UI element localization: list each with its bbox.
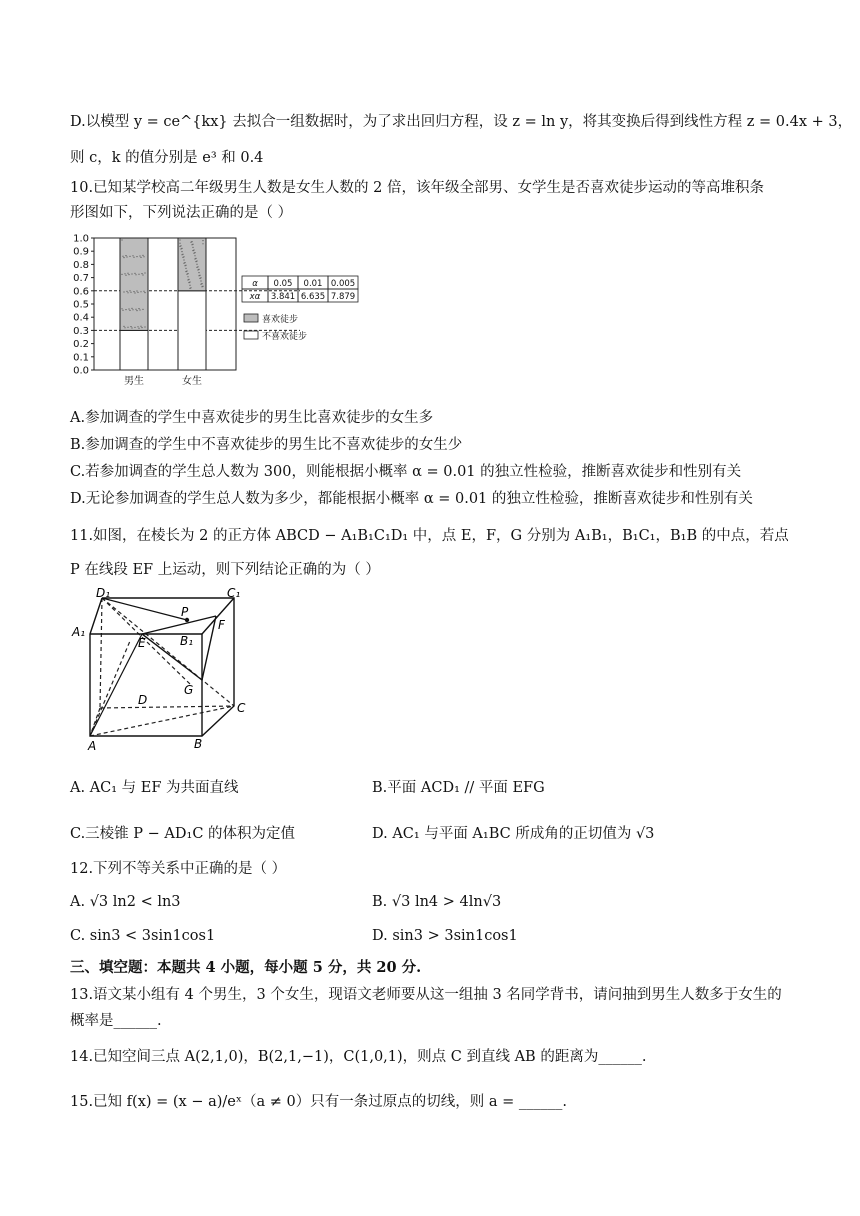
q12-stem: 12.下列不等关系中正确的是（ ） xyxy=(70,861,287,877)
table-cell-text: 0.01 xyxy=(303,279,323,289)
label-a: A xyxy=(88,739,97,751)
y-tick-label: 0.4 xyxy=(73,312,89,324)
table-cell-text: xα xyxy=(249,292,261,302)
category-label: 男生 xyxy=(124,376,144,387)
bar-texture-dot xyxy=(179,239,180,240)
bar-texture-dot xyxy=(132,309,133,310)
bar-texture-dot xyxy=(198,272,199,273)
q11-option-d: D. AC₁ 与平面 A₁BC 所成角的正切值为 √3 xyxy=(372,826,655,842)
bar-texture-dot xyxy=(186,270,187,271)
bar-texture-dot xyxy=(197,269,198,270)
table-cell-text: 0.05 xyxy=(273,279,293,289)
bar-texture-dot xyxy=(185,271,186,272)
bar-texture-dot xyxy=(198,269,199,270)
q13-line1: 13.语文某小组有 4 个男生，3 个女生，现语文老师要从这一组抽 3 名同学背书，请问抽到男生人数多于女生的 xyxy=(70,987,782,1003)
bar-texture-dot xyxy=(180,245,181,246)
chart-y-ticks xyxy=(73,234,94,377)
bar-texture-dot xyxy=(188,282,189,283)
bar-texture-dot xyxy=(187,279,188,280)
bar-segment xyxy=(178,291,206,370)
bar-texture-dot xyxy=(181,248,182,249)
bar-texture-dot xyxy=(123,257,124,258)
y-tick-label: 0.5 xyxy=(73,299,89,311)
bar-texture-dot xyxy=(140,326,141,327)
bar-texture-dot xyxy=(142,274,143,275)
table-cell-text: α xyxy=(252,279,258,289)
bar-texture-dot xyxy=(201,283,202,284)
y-tick-label: 1.0 xyxy=(73,233,89,245)
q10-stacked-bar-chart xyxy=(60,228,380,393)
bar-texture-dot xyxy=(132,255,133,256)
y-tick-label: 0.7 xyxy=(73,273,89,285)
q15-line: 15.已知 f(x) = (x − a)/eˣ（a ≠ 0）只有一条过原点的切线，则 a = ______. xyxy=(70,1094,567,1110)
bar-texture-dot xyxy=(129,290,130,291)
bar-texture-dot xyxy=(131,273,132,274)
bar-texture-dot xyxy=(130,326,131,327)
legend-label: 不喜欢徒步 xyxy=(262,332,308,342)
bar-texture-dot xyxy=(195,261,196,262)
bar-texture-dot xyxy=(127,292,128,293)
bar-texture-dot xyxy=(190,287,191,288)
bar-texture-dot xyxy=(143,256,144,257)
bar-texture-dot xyxy=(179,246,180,247)
bar-texture-dot xyxy=(189,288,190,289)
bar-texture-dot xyxy=(191,241,192,242)
label-b: B xyxy=(194,737,203,751)
bar-texture-dot xyxy=(127,273,128,274)
bar-texture-dot xyxy=(202,286,203,287)
bar-texture-dot xyxy=(192,244,193,245)
y-tick-label: 0.3 xyxy=(73,325,89,337)
bar-texture-dot xyxy=(134,327,135,328)
bar-texture-dot xyxy=(185,265,186,266)
bar-texture-dot xyxy=(125,275,126,276)
bar-texture-dot xyxy=(122,256,123,257)
bar-texture-dot xyxy=(192,247,193,248)
bar-texture-dot xyxy=(200,280,201,281)
bar-texture-dot xyxy=(139,255,140,256)
bar-texture-dot xyxy=(121,239,122,240)
chart-critical-value-table xyxy=(242,276,358,302)
bar-texture-dot xyxy=(125,255,126,256)
table-cell-text: 6.635 xyxy=(300,292,326,302)
label-c: C xyxy=(237,701,246,715)
bar-texture-dot xyxy=(192,250,193,251)
bar-texture-dot xyxy=(184,262,185,263)
bar-texture-dot xyxy=(141,273,142,274)
bar-texture-dot xyxy=(137,292,138,293)
bar-texture-dot xyxy=(199,275,200,276)
bar-texture-dot xyxy=(187,276,188,277)
bar-texture-dot xyxy=(201,286,202,287)
y-tick-label: 0.1 xyxy=(73,352,89,364)
bar-texture-dot xyxy=(190,242,191,243)
bar-texture-dot xyxy=(191,244,192,245)
q9-option-d-line2: 则 c，k 的值分别是 e³ 和 0.4 xyxy=(70,150,264,166)
bar-texture-dot xyxy=(144,326,145,327)
legend-label: 喜欢徒步 xyxy=(262,315,299,325)
bar-texture-dot xyxy=(188,279,189,280)
bar-texture-dot xyxy=(196,264,197,265)
bar-texture-dot xyxy=(126,256,127,257)
bar-texture-dot xyxy=(187,273,188,274)
bar-texture-dot xyxy=(181,254,182,255)
y-tick-label: 0.9 xyxy=(73,246,89,258)
bar-texture-dot xyxy=(200,277,201,278)
q11-cube-figure xyxy=(62,586,262,751)
bar-texture-dot xyxy=(193,253,194,254)
bar-texture-dot xyxy=(127,327,128,328)
bar-texture-dot xyxy=(133,291,134,292)
q11-stem-line1: 11.如图，在棱长为 2 的正方体 ABCD − A₁B₁C₁D₁ 中，点 E，F，G 分别为 A₁B₁，B₁C₁，B₁B 的中点，若点 xyxy=(70,528,789,544)
q12-option-c: C. sin3 < 3sin1cos1 xyxy=(70,928,216,944)
bar-texture-dot xyxy=(189,285,190,286)
legend-swatch xyxy=(244,314,258,322)
bar-texture-dot xyxy=(186,274,187,275)
label-c1: C₁ xyxy=(227,586,241,600)
q12-option-b: B. √3 ln4 > 4ln√3 xyxy=(372,894,502,910)
bar-texture-dot xyxy=(138,274,139,275)
bar-texture-dot xyxy=(179,243,180,244)
q12-option-d: D. sin3 > 3sin1cos1 xyxy=(372,928,518,944)
section-3-heading: 三、填空题：本题共 4 小题，每小题 5 分，共 20 分. xyxy=(70,959,422,976)
legend-swatch xyxy=(244,331,258,339)
q10-option-d: D.无论参加调查的学生总人数为多少，都能根据小概率 α = 0.01 的独立性检验，推断喜欢徒步和性别有关 xyxy=(70,491,753,507)
label-b1: B₁ xyxy=(180,634,194,648)
table-cell-text: 7.879 xyxy=(330,292,356,302)
q10-option-b: B.参加调查的学生中不喜欢徒步的男生比不喜欢徒步的女生少 xyxy=(70,437,463,453)
q10-option-c: C.若参加调查的学生总人数为 300，则能根据小概率 α = 0.01 的独立性检验，推断喜欢徒步和性别有关 xyxy=(70,464,742,480)
label-d1: D₁ xyxy=(96,586,111,600)
bar-texture-dot xyxy=(121,308,122,309)
bar-texture-dot xyxy=(136,256,137,257)
bar-texture-dot xyxy=(126,291,127,292)
q9-option-d-line1: D.以模型 y = ce^{kx} 去拟合一组数据时，为了求出回归方程，设 z = ln y，将其变换后得到线性方程 z = 0.4x + 3， xyxy=(70,114,853,130)
bar-texture-dot xyxy=(144,272,145,273)
bar-texture-dot xyxy=(143,291,144,292)
label-a1: A₁ xyxy=(72,625,86,639)
bar-texture-dot xyxy=(189,281,190,282)
label-e: E xyxy=(138,636,146,650)
bar-texture-dot xyxy=(194,255,195,256)
q14-line: 14.已知空间三点 A(2,1,0)，B(2,1,−1)，C(1,0,1)，则点 C 到直线 AB 的距离为______. xyxy=(70,1049,647,1065)
q10-stem-line2: 形图如下，下列说法正确的是（ ） xyxy=(70,205,293,221)
bar-texture-dot xyxy=(124,273,125,274)
bar-texture-dot xyxy=(194,258,195,259)
bar-texture-dot xyxy=(128,308,129,309)
bar-texture-dot xyxy=(202,243,203,244)
label-g: G xyxy=(184,683,194,697)
bar-texture-dot xyxy=(138,328,139,329)
bar-segment xyxy=(120,238,148,330)
bar-texture-dot xyxy=(128,274,129,275)
q11-stem-line2: P 在线段 EF 上运动，则下列结论正确的为（ ） xyxy=(70,562,380,578)
bar-segment xyxy=(178,238,206,291)
bar-texture-dot xyxy=(196,267,197,268)
bar-texture-dot xyxy=(130,292,131,293)
bar-segment xyxy=(120,330,148,370)
q10-option-a: A.参加调查的学生中喜欢徒步的男生比喜欢徒步的女生多 xyxy=(70,410,434,426)
chart-legend xyxy=(244,313,307,342)
bar-texture-dot xyxy=(134,292,135,293)
bar-texture-dot xyxy=(200,284,201,285)
bar-texture-dot xyxy=(144,292,145,293)
bar-texture-dot xyxy=(129,310,130,311)
bar-texture-dot xyxy=(140,257,141,258)
q10-stem-line1: 10.已知某学校高二年级男生人数是女生人数的 2 倍，该年级全部男、女学生是否喜欢徒步运动的等高堆积条 xyxy=(70,180,764,196)
bar-texture-dot xyxy=(182,254,183,255)
bar-texture-dot xyxy=(136,290,137,291)
q12-option-a: A. √3 ln2 < ln3 xyxy=(70,894,181,910)
q13-line2: 概率是______. xyxy=(70,1013,162,1029)
bar-texture-dot xyxy=(137,326,138,327)
bar-texture-dot xyxy=(139,309,140,310)
bar-texture-dot xyxy=(198,275,199,276)
y-tick-label: 0.6 xyxy=(73,286,89,298)
bar-texture-dot xyxy=(180,248,181,249)
bar-texture-dot xyxy=(131,327,132,328)
bar-texture-dot xyxy=(196,260,197,261)
label-f: F xyxy=(218,618,225,632)
table-cell-text: 0.005 xyxy=(330,279,356,289)
y-tick-label: 0.0 xyxy=(73,365,89,377)
chart-category-labels xyxy=(124,374,202,387)
bar-texture-dot xyxy=(183,256,184,257)
bar-texture-dot xyxy=(135,274,136,275)
bar-texture-dot xyxy=(181,251,182,252)
bar-texture-dot xyxy=(141,327,142,328)
bar-texture-dot xyxy=(197,266,198,267)
bar-texture-dot xyxy=(131,308,132,309)
label-d: D xyxy=(138,693,148,707)
bar-texture-dot xyxy=(194,252,195,253)
table-cell-text: 3.841 xyxy=(270,292,296,302)
y-tick-label: 0.8 xyxy=(73,259,89,271)
chart-bars xyxy=(120,238,206,370)
bar-texture-dot xyxy=(138,308,139,309)
label-p: P xyxy=(181,605,189,619)
bar-texture-dot xyxy=(122,310,123,311)
bar-texture-dot xyxy=(202,240,203,241)
bar-texture-dot xyxy=(125,309,126,310)
plot-frame xyxy=(94,238,236,370)
bar-texture-dot xyxy=(142,309,143,310)
bar-texture-dot xyxy=(135,309,136,310)
category-label: 女生 xyxy=(182,376,202,387)
bar-texture-dot xyxy=(183,263,184,264)
bar-texture-dot xyxy=(129,256,130,257)
bar-texture-dot xyxy=(136,310,137,311)
bar-texture-dot xyxy=(123,291,124,292)
bar-texture-dot xyxy=(193,249,194,250)
bar-texture-dot xyxy=(185,268,186,269)
q11-option-b: B.平面 ACD₁ // 平面 EFG xyxy=(372,780,545,796)
bar-texture-dot xyxy=(195,258,196,259)
bar-texture-dot xyxy=(140,291,141,292)
bar-texture-dot xyxy=(182,257,183,258)
bar-texture-dot xyxy=(184,265,185,266)
bar-texture-dot xyxy=(124,327,125,328)
q11-option-a: A. AC₁ 与 EF 为共面直线 xyxy=(70,780,239,796)
q11-option-c: C.三棱锥 P − AD₁C 的体积为定值 xyxy=(70,826,296,842)
bar-texture-dot xyxy=(134,273,135,274)
bar-texture-dot xyxy=(183,259,184,260)
bar-texture-dot xyxy=(133,257,134,258)
bar-texture-dot xyxy=(121,274,122,275)
bar-texture-dot xyxy=(123,326,124,327)
bar-texture-dot xyxy=(142,255,143,256)
bar-texture-dot xyxy=(199,278,200,279)
y-tick-label: 0.2 xyxy=(73,339,89,351)
